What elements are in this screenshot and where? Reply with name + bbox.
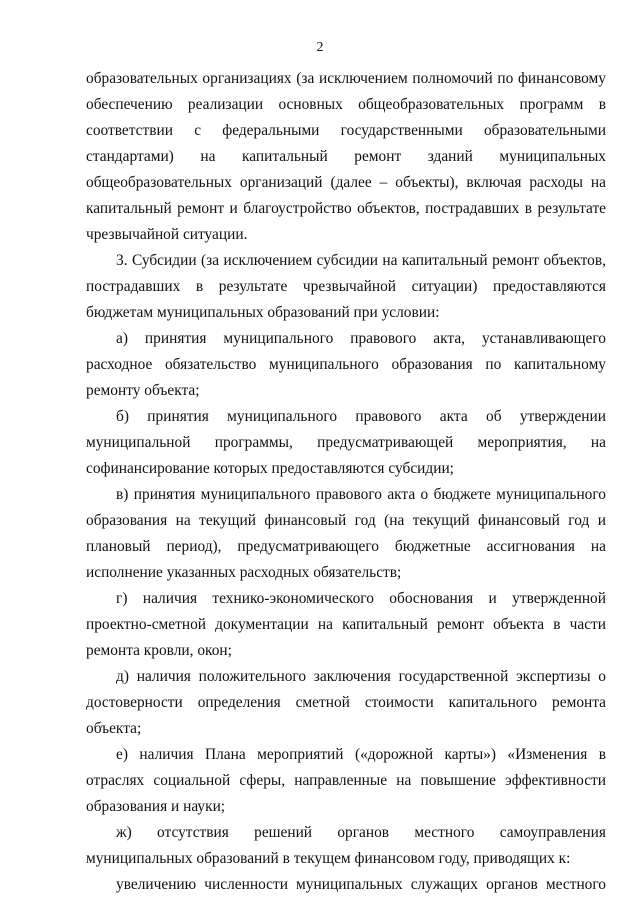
page-number: 2 [316,40,324,55]
paragraph-3: 3. Субсидии (за исключением субсидии на капитальный ремонт объектов, пострадавших в результате чрезвычайной ситуации) предоставляются бюджетам муниципальных образований при условии: [86,252,606,321]
paragraph-v: в) принятия муниципального правового акта о бюджете муниципального образования на текущий финансовый год (на текущий финансовый год и плановый период), предусматривающего бюджетные ассигнования на исполнение указанных расходных обязательств; [86,486,606,581]
paragraph-g: г) наличия технико-экономического обоснования и утвержденной проектно-сметной документации на капитальный ремонт объекта в части ремонта кровли, окон; [86,590,606,659]
body-text [86,66,606,898]
paragraph-zh: ж) отсутствия решений органов местного самоуправления муниципальных образований в текущем финансовом году, приводящих к: [86,824,606,867]
paragraph-e: е) наличия Плана мероприятий («дорожной карты») «Изменения в отраслях социальной сферы, направленные на повышение эффективности образования и науки; [86,746,606,815]
paragraph-continuation: образовательных организациях (за исключением полномочий по финансовому обеспечению реализации основных общеобразовательных программ в соответствии с федеральными государственными образовательными стандартами) на капитальный ремонт зданий муниципальных общеобразовательных организаций (далее – объекты), включая расходы на капитальный ремонт и благоустройство объектов, пострадавших в результате чрезвычайной ситуации. [86,70,606,243]
paragraph-a: а) принятия муниципального правового акта, устанавливающего расходное обязательство муниципального образования по капитальному ремонту объекта; [86,330,606,399]
paragraph-increase: увеличению численности муниципальных служащих органов местного [116,876,606,893]
paragraph-d: д) наличия положительного заключения государственной экспертизы о достоверности определения сметной стоимости капитального ремонта объекта; [86,668,606,737]
paragraph-b: б) принятия муниципального правового акта об утверждении муниципальной программы, предусматривающей мероприятия, на софинансирование которых предоставляются субсидии; [86,408,606,477]
